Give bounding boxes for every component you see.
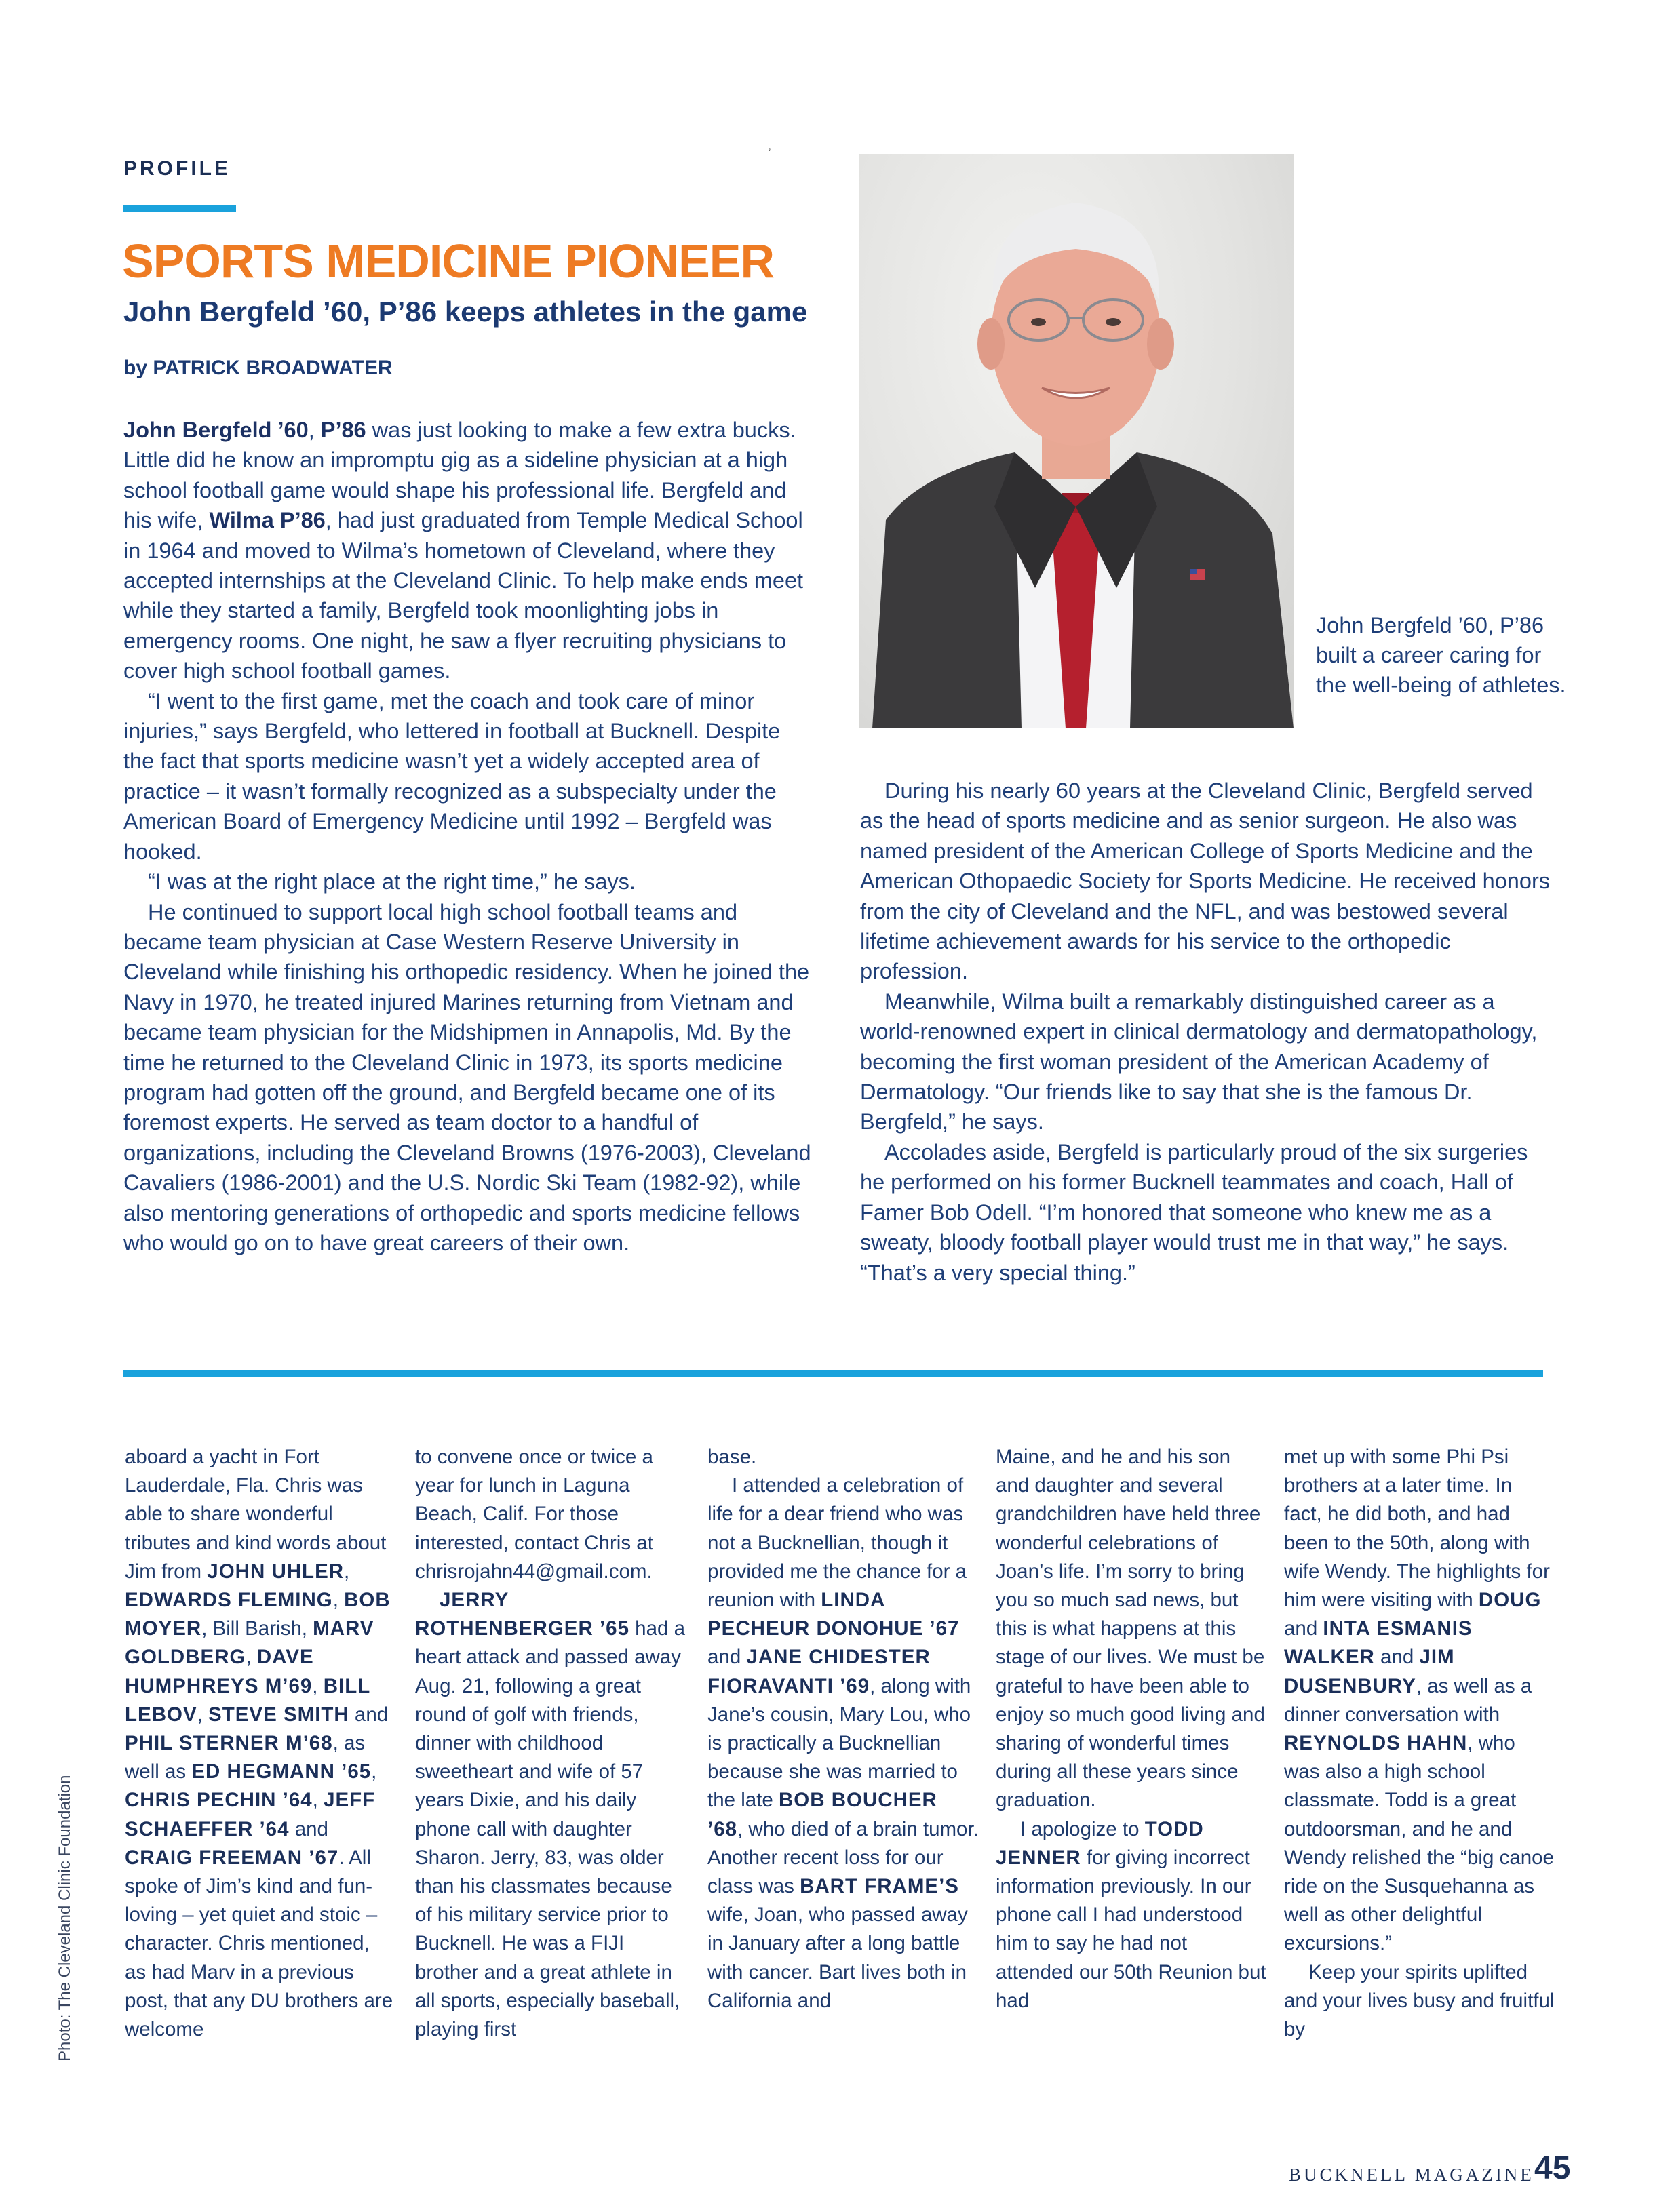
print-mark: ʼ: [769, 147, 771, 159]
portrait-illustration: [859, 154, 1294, 728]
person-name: P’86: [320, 418, 366, 442]
page-number: 45: [1534, 2150, 1571, 2186]
class-note: JERRY ROTHENBERGER ’65 had a heart attack and passed away Aug. 21, following a great round of golf with friends, dinner with childhood sweetheart and wife of 57 years Dixie, and his daily phone call with daughter Sharon. Jerry, 83, was older than his classmates because of his military service prior to Bucknell. He was a FIJI brother and a great athlete in all sports, especially baseball, playing first: [415, 1589, 686, 2041]
person-name: John Bergfeld ’60: [123, 418, 309, 442]
byline: by PATRICK BROADWATER: [123, 357, 393, 379]
class-notes-column-2: [415, 1443, 686, 2044]
class-note: Maine, and he and his son and daughter and several grandchildren have held three wonderful celebrations of Joan’s life. I’m sorry to bring you so much sad news, but this is what happens at this stage of our lives. We must be grateful to have been able to enjoy so much good living and sharing of wonderful times during all these years since graduation.: [996, 1446, 1265, 1812]
story-paragraph: “I was at the right place at the right time,” he says.: [148, 869, 636, 894]
photo-credit: Photo: The Cleveland Clinic Foundation: [56, 1775, 74, 2061]
class-note: base.: [707, 1446, 757, 1468]
photo-caption: John Bergfeld ’60, P’86 built a career caring for the well-being of athletes.: [1316, 613, 1566, 697]
story-paragraph: Accolades aside, Bergfeld is particularly proud of the six surgeries he performed on his former Bucknell teammates and coach, Hall of Famer Bob Odell. “I’m honored that someone who knew me as a sweaty, bloody football player would trust me in that way,” he says. “That’s a very special thing.”: [860, 1139, 1528, 1285]
magazine-name: BUCKNELL MAGAZINE: [1289, 2165, 1534, 2185]
person-name: Wilma P’86: [209, 508, 326, 533]
class-note: I attended a celebration of life for a dear friend who was not a Bucknellian, though it provided me the chance for a reunion with LINDA PECHEUR DONOHUE ’67 and JANE CHIDESTER FIORAVANTI ’69, along with Jane’s cousin, Mary Lou, who is practically a Bucknellian because she was married to the late BOB BOUCHER ’68, who died of a brain tumor. Another recent loss for our class was BART FRAME’S wife, Joan, who passed away in January after a long battle with cancer. Bart lives both in California and: [707, 1474, 979, 2012]
class-note: met up with some Phi Psi brothers at a later time. In fact, he did both, and had been to the 50th, along with wife Wendy. The highlights for him were visiting with DOUG and INTA ESMANIS WALKER and JIM DUSENBURY, as well as a dinner conversation with REYNOLDS HAHN, who was also a high school classmate. Todd is a great outdoorsman, and he and Wendy relished the “big canoe ride on the Susquehanna as well as other delightful excursions.”: [1284, 1446, 1554, 1955]
class-notes-column-1: [125, 1443, 396, 2044]
class-notes-column-5: [1284, 1443, 1555, 2044]
story-paragraph: “I went to the first game, met the coach and took care of minor injuries,” says Bergfeld, who lettered in football at Bucknell. Despite the fact that sports medicine wasn’t yet a widely accepted area of practice – it wasn’t formally recognized as a subspecialty under the American Board of Emergency Medicine until 1992 – Bergfeld was hooked.: [123, 688, 781, 864]
article-subtitle: John Bergfeld ’60, P’86 keeps athletes in the game: [123, 296, 808, 328]
story-paragraph: During his nearly 60 years at the Cleveland Clinic, Bergfeld served as the head of sports medicine and as senior surgeon. He also was named president of the American College of Sports Medicine and the American Othopaedic Society for Sports Medicine. He received honors from the city of Cleveland and the NFL, and was bestowed several lifetime achievement awards for his service to the orthopedic profession.: [860, 778, 1551, 984]
section-divider: [123, 1370, 1543, 1377]
story-paragraph: He continued to support local high school football teams and became team physician at Case Western Reserve University in Cleveland while finishing his orthopedic residency. When he joined the Navy in 1970, he treated injured Marines returning from Vietnam and became team physician for the Midshipmen in Annapolis, Md. By the time he returned to the Cleveland Clinic in 1973, its sports medicine program had gotten off the ground, and Bergfeld became one of its foremost experts. He served as team doctor to a handful of organizations, including the Cleveland Browns (1976-2003), Cleveland Cavaliers (1986-2001) and the U.S. Nordic Ski Team (1982-92), while also mentoring generations of orthopedic and sports medicine fellows who would go on to have great careers of their own.: [123, 899, 811, 1255]
story-paragraph: John Bergfeld ’60, P’86 was just looking to make a few extra bucks. Little did he know an impromptu gig as a sideline physician at a high school football game would shape his professional life. Bergfeld and his wife, Wilma P’86, had just graduated from Temple Medical School in 1964 and moved to Wilma’s hometown of Cleveland, where they accepted internships at the Cleveland Clinic. To help make ends meet while they started a family, Bergfeld took moonlighting jobs in emergency rooms. One night, he saw a flyer recruiting physicians to cover high school football games.: [123, 418, 804, 684]
kicker-rule: [123, 205, 236, 212]
story-column-right: [860, 776, 1552, 1288]
portrait-photo: [859, 154, 1294, 728]
story-paragraph: Meanwhile, Wilma built a remarkably distinguished career as a world-renowned expert in clinical dermatology and dermatopathology, becoming the first woman president of the American Academy of Dermatology. “Our friends like to say that she is the famous Dr. Bergfeld,” he says.: [860, 989, 1538, 1134]
section-kicker: PROFILE: [123, 157, 231, 180]
story-column-left: [123, 415, 815, 1258]
class-note: aboard a yacht in Fort Lauderdale, Fla. Chris was able to share wonderful tributes and kind words about Jim from JOHN UHLER, EDWARDS FLEMING, BOB MOYER, Bill Barish, MARV GOLDBERG, DAVE HUMPHREYS M’69, BILL LEBOV, STEVE SMITH and PHIL STERNER M’68, as well as ED HEGMANN ’65, CHRIS PECHIN ’64, JEFF SCHAEFFER ’64 and CRAIG FREEMAN ’67. All spoke of Jim’s kind and fun-loving – yet quiet and stoic – character. Chris mentioned, as had Marv in a previous post, that any DU brothers are welcome: [125, 1446, 393, 2041]
class-note: to convene once or twice a year for lunch in Laguna Beach, Calif. For those interested, contact Chris at chrisrojahn44@gmail.com.: [415, 1446, 653, 1583]
class-notes-column-4: [996, 1443, 1267, 2015]
article-headline: SPORTS MEDICINE PIONEER: [122, 235, 775, 288]
class-notes-column-3: [707, 1443, 979, 2015]
class-note: Keep your spirits uplifted and your lives busy and fruitful by: [1284, 1960, 1555, 2041]
class-note: I apologize to TODD JENNER for giving incorrect information previously. In our phone call I had understood him to say he had not attended our 50th Reunion but had: [996, 1817, 1266, 2012]
